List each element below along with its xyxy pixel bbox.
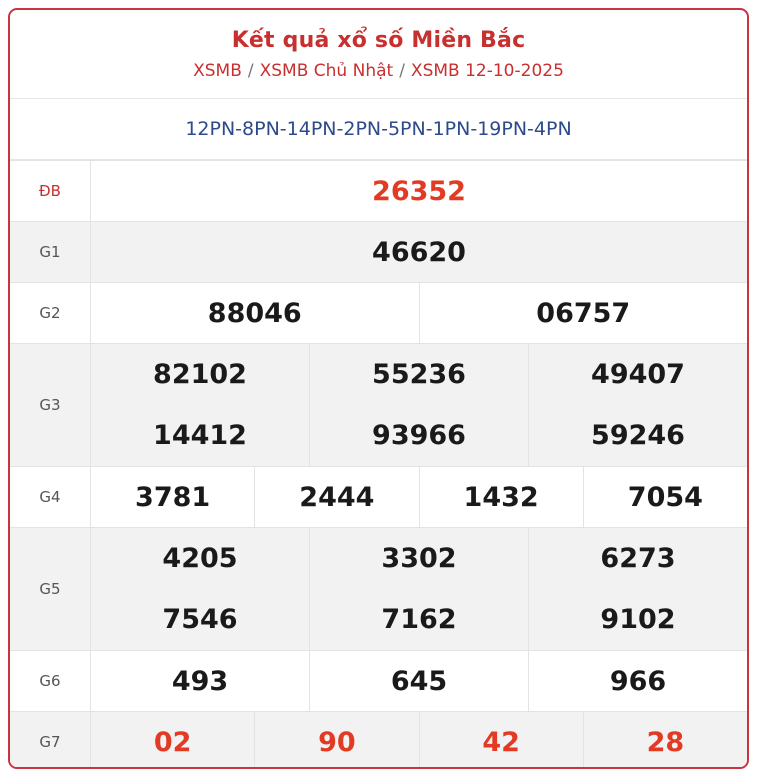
prize-row-g4 <box>10 467 747 528</box>
prize-label: G2 <box>10 283 91 344</box>
prize-number: 3781 <box>135 481 211 513</box>
prize-number: 645 <box>390 665 448 697</box>
breadcrumb-separator: / <box>399 61 405 81</box>
prize-label: G4 <box>10 467 91 528</box>
breadcrumb-link-sunday[interactable]: XSMB Chủ Nhật <box>259 61 394 81</box>
breadcrumb-link-date[interactable]: XSMB 12-10-2025 <box>410 61 564 81</box>
breadcrumb-separator: / <box>247 61 254 81</box>
prize-number: 7162 <box>381 604 457 635</box>
prize-number: 493 <box>171 665 229 697</box>
prize-number: 9102 <box>600 604 676 635</box>
prize-number: 966 <box>609 665 667 697</box>
breadcrumb <box>10 61 747 81</box>
prize-number: 06757 <box>536 297 631 329</box>
prize-label: G7 <box>10 712 91 770</box>
prize-number: 3302 <box>381 543 457 574</box>
special-codes: 12PN-8PN-14PN-2PN-5PN-1PN-19PN-4PN <box>10 99 747 160</box>
results-header <box>10 10 747 99</box>
prize-row-g3 <box>10 344 747 467</box>
special-prize-number: 26352 <box>372 175 466 207</box>
prize-label: G1 <box>10 222 91 283</box>
prize-label: G6 <box>10 651 91 712</box>
prize-number: 02 <box>153 726 192 758</box>
prize-number: 7054 <box>627 481 703 513</box>
prize-number: 4205 <box>162 543 238 574</box>
prize-row-g1 <box>10 222 747 283</box>
prize-row-db <box>10 161 747 222</box>
prize-number: 90 <box>318 726 356 758</box>
prize-number: 2444 <box>299 481 375 513</box>
results-table <box>10 160 747 769</box>
page-title: Kết quả xổ số Miền Bắc <box>231 28 526 53</box>
prize-number: 14412 <box>153 420 247 451</box>
prize-number: 59246 <box>591 420 685 451</box>
prize-number: 55236 <box>372 359 466 390</box>
prize-number: 46620 <box>372 236 466 268</box>
prize-number: 6273 <box>600 543 676 574</box>
prize-number: 82102 <box>153 359 247 390</box>
breadcrumb-link-xsmb[interactable]: XSMB <box>193 61 242 81</box>
prize-row-g7 <box>10 712 747 770</box>
prize-number: 28 <box>646 726 685 758</box>
prize-number: 93966 <box>372 420 466 451</box>
prize-row-g5 <box>10 528 747 651</box>
prize-row-g6 <box>10 651 747 712</box>
results-card <box>8 8 749 769</box>
prize-number: 49407 <box>591 359 685 390</box>
prize-number: 1432 <box>463 481 539 513</box>
prize-label: ĐB <box>10 161 91 222</box>
prize-number: 88046 <box>207 297 302 329</box>
prize-label: G5 <box>10 528 91 651</box>
prize-row-g2 <box>10 283 747 344</box>
prize-number: 42 <box>482 726 520 758</box>
prize-label: G3 <box>10 344 91 467</box>
prize-number: 7546 <box>162 604 238 635</box>
